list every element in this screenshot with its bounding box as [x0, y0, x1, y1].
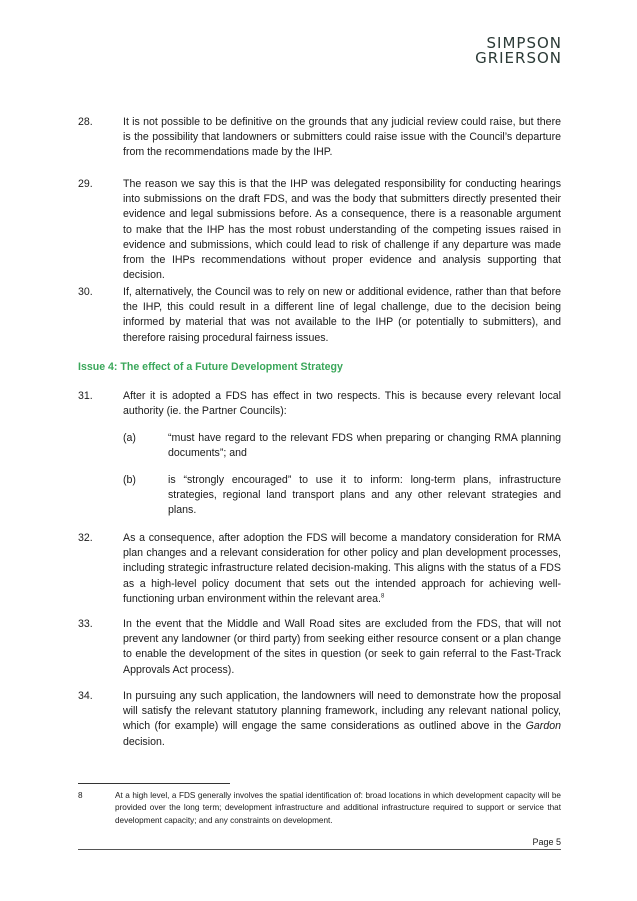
- subitem-b: [123, 473, 561, 519]
- logo-line-2: GRIERSON: [475, 49, 562, 67]
- section-heading: Issue 4: The effect of a Future Development Strategy: [78, 361, 343, 373]
- page-number: Page 5: [532, 837, 561, 847]
- paragraph-text: [123, 689, 561, 750]
- paragraph-number: 30.: [78, 286, 93, 298]
- paragraph-body-end: decision.: [123, 735, 165, 748]
- paragraph-number: 33.: [78, 618, 93, 630]
- subitem-text: “must have regard to the relevant FDS when preparing or changing RMA planning documents”; and: [168, 432, 561, 460]
- company-logo: [475, 36, 562, 66]
- paragraph-text: In the event that the Middle and Wall Road sites are excluded from the FDS, that will not prevent any landowner (or third party) from seeking either resource consent or a plan change to enable the development of the sites in question (or seek to gain referral to the Fast-Track Approvals Act process).: [123, 618, 561, 676]
- paragraph-number: 34.: [78, 690, 93, 702]
- footnote: [78, 790, 561, 827]
- paragraph-body: As a consequence, after adoption the FDS will become a mandatory consideration for RMA plan changes and a relevant consideration for other policy and plan development processes, including strategic infrastructure related decision-making. This aligns with the status of a FDS as a high-level policy document that sets out the intended approach for achieving well-functioning urban environment within the relevant area.: [123, 532, 561, 605]
- footnote-number: 8: [78, 791, 83, 800]
- paragraph-body-start: In pursuing any such application, the landowners will need to demonstrate how the proposal will satisfy the relevant statutory planning framework, including any relevant national policy, which (for example) will engage the same considerations as outlined above in the: [123, 690, 561, 733]
- paragraph-number: 31.: [78, 390, 93, 402]
- paragraph-number: 32.: [78, 532, 93, 544]
- paragraph-text: [123, 531, 561, 607]
- footnote-reference[interactable]: 8: [380, 593, 385, 600]
- subitem-letter: (a): [123, 432, 136, 444]
- footer-rule: [78, 849, 561, 850]
- paragraph-29: [78, 177, 561, 283]
- paragraph-text: The reason we say this is that the IHP was delegated responsibility for conducting hearings into submissions on the draft FDS, and was the body that submitters directly presented their evidence and legal submissions before. As a consequence, there is a reasonable argument to make that the IHP has the most robust understanding of the competing issues raised in evidence and submissions, which could lead to risk of challenge if any departure was made from the IHPs recommendations without proper evidence and analysis supporting that decision.: [123, 178, 561, 282]
- case-name: Gardon: [525, 720, 561, 733]
- subitem-letter: (b): [123, 474, 136, 486]
- paragraph-33: [78, 617, 561, 678]
- paragraph-text: It is not possible to be definitive on the grounds that any judicial review could raise, but there is the possibility that landowners or submitters could raise issue with the Council’s departure from the recommendations made by the IHP.: [123, 116, 561, 159]
- logo-line-1: SIMPSON: [486, 34, 562, 52]
- subitem-text: is “strongly encouraged” to use it to inform: long-term plans, infrastructure strategies, regional land transport plans and any other relevant strategies and plans.: [168, 474, 561, 517]
- paragraph-30: [78, 285, 561, 346]
- paragraph-number: 29.: [78, 178, 93, 190]
- footnote-separator: [78, 783, 230, 784]
- paragraph-34: [78, 689, 561, 750]
- paragraph-text: After it is adopted a FDS has effect in two respects. This is because every relevant local authority (ie. the Partner Councils):: [123, 390, 561, 418]
- subitem-a: [123, 431, 561, 461]
- paragraph-28: [78, 115, 561, 161]
- paragraph-number: 28.: [78, 116, 93, 128]
- paragraph-text: If, alternatively, the Council was to rely on new or additional evidence, rather than that before the IHP, this could result in a different line of legal challenge, due to the decision being informed by material that was not available to the IHP (or potentially to submitters), and therefore raising procedural fairness issues.: [123, 286, 561, 344]
- footnote-text: At a high level, a FDS generally involves the spatial identification of: broad locations in which development capacity will be provided over the long term; development infrastructure and additional infrastructure required to support or service that development capacity; and any constraints on development.: [115, 791, 561, 825]
- paragraph-31: [78, 389, 561, 419]
- paragraph-32: [78, 531, 561, 607]
